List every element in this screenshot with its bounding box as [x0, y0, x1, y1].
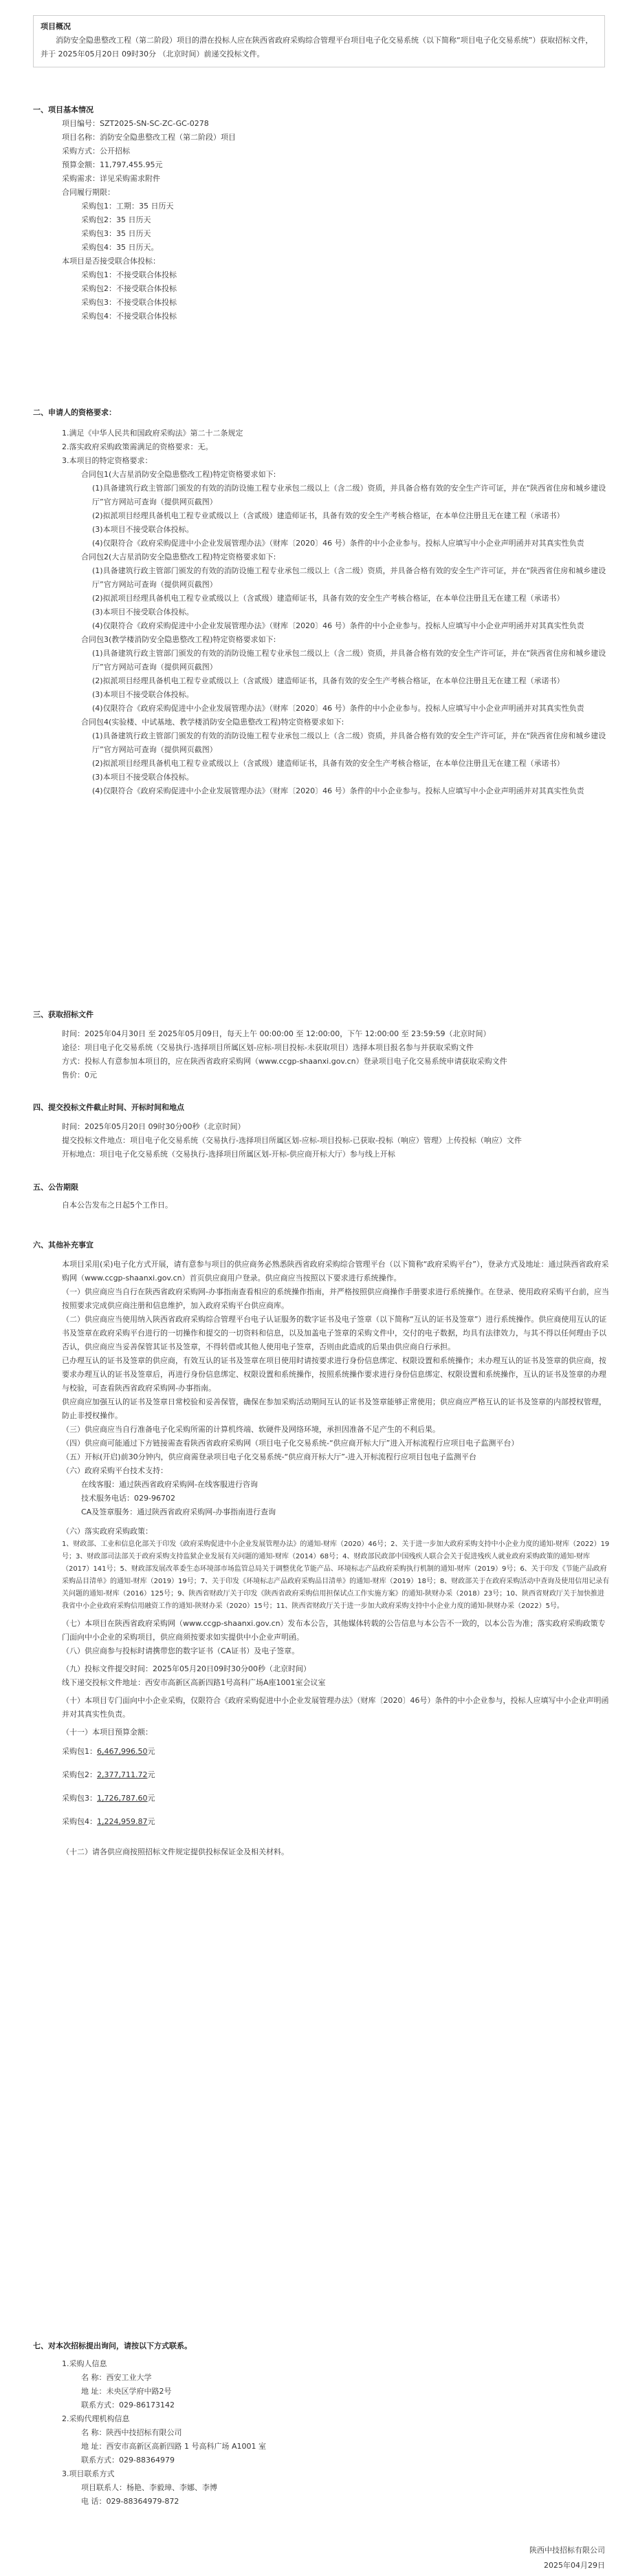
other-paragraph: （六）政府采购平台技术支持：	[62, 1466, 168, 1475]
other-paragraph: （四）供应商可能通过下方链接需查看陕西省政府采购网（项目电子化交易系统-“供应商开标大厅”进入开标流程行应项目电子监测平台）	[62, 1439, 519, 1448]
section-heading: 一、项目基本情况	[33, 105, 94, 114]
section-heading: 七、对本次招标提出询问，请按以下方式联系。	[33, 2341, 192, 2350]
other-paragraph: （十）本项目专门面向中小企业采购，仅限符合《政府采购促进中小企业发展管理办法》（财库〔2020〕46号）条件的中小企业参与，投标人应填写中小企业声明函并对其真实性负责。	[62, 1696, 609, 1719]
doc-line: 时间：2025年04月30日 至 2025年05月09日，每天上午 00:00:00 至 12:00:00，下午 12:00:00 至 23:59:59（北京时间）	[62, 1029, 491, 1038]
section-period	[33, 1181, 610, 1212]
deadline-line: 提交投标文件地点：项目电子化交易系统（交易执行-选择项目所属区划-应标-项目投标-已获取-投标（响应）管理）上传投标（响应）文件	[62, 1136, 522, 1145]
buyer-title: 1.采购人信息	[62, 2359, 107, 2368]
other-paragraph: 本项目采用(采)电子化方式开展，请有意参与项目的供应商务必熟悉陕西省政府采购综合管理平台（以下简称“政府采购平台”），登录方式及地址：通过陕西省政府采购网（www.ccgp-shaanxi.gov.cn）首页供应商用户登录。供应商应当按照以下要求进行系统操作。	[62, 1260, 609, 1282]
agent-line: 联系方式：029-88364979	[81, 2456, 175, 2465]
agent-line: 地 址：西安市高新区高新四路 1 号高科广场 A1001 室	[81, 2442, 266, 2451]
budget-row	[33, 1815, 610, 1829]
policy-paragraph: 1、财政部、工业和信息化部关于印发《政府采购促进中小企业发展管理办法》的通知-财库（2020）46号；2、关于进一步加大政府采购支持中小企业力度的通知-财库（2022）19号；3、财政部司法部关于政府采购支持监狱企业发展有关问题的通知-财库（2014）68号；4、财政部民政部中国残疾人联合会关于促进残疾人就业政府采购政策的通知-财库（2017）141号；5、财政部发展改革委生态环境部市场监管总局关于调整优化节能产品、环境标志产品政府采购执行机制的通知-财库（2019）9号；6、关于印发《节能产品政府采购品目清单》的通知-财库（2019）19号；7、关于印发《环境标志产品政府采购品目清单》的通知-财库（2019）18号；8、财政部关于在政府采购活动中查询及使用信用记录有关问题的通知-财库（2016）125号；9、陕西省财政厅关于印发《陕西省政府采购信用担保试点工作实施方案》的通知-陕财办采（2018）23号；10、陕西省财政厅关于加快推进我省中小企业政府采购信用融资工作的通知-陕财办采（2020）15号；11、陕西省财政厅关于进一步加大政府采购支持中小企业力度的通知-陕财办采（2022）5号。	[62, 1541, 610, 1610]
contact-title: 3.项目联系方式	[62, 2469, 115, 2478]
period-line: 自本公告发布之日起5个工作日。	[62, 1201, 173, 1210]
section-heading: 二、申请人的资格要求：	[33, 408, 116, 417]
combo-line: 采购包3：不接受联合体投标	[81, 298, 177, 307]
combo-line: 采购包2：不接受联合体投标	[81, 284, 177, 293]
other-paragraph: （六）落实政府采购政策：	[62, 1527, 153, 1536]
pack-requirement: (1)具备建筑行政主管部门颁发的有效的消防设施工程专业承包二级以上（含二级）资质，并具备合格有效的安全生产许可证，并在“陕西省住房和城乡建设厅”官方网站可查询（提供网页截图）	[92, 484, 606, 506]
budget-row	[33, 1745, 610, 1759]
budget-unit: 元	[147, 1770, 155, 1779]
budget-label: 采购包2：	[62, 1770, 97, 1779]
budget-list	[33, 1745, 610, 1829]
info-line: 预算金额：11,797,455.95元	[62, 160, 163, 169]
info-line: 采购需求：详见采购需求附件	[62, 174, 160, 183]
other-paragraph: 已办理互认的证书及签章的供应商，有效互认的证书及签章在项目使用时请按要求进行身份信息绑定、权限设置和系统操作；未办理互认的证书及签章的供应商，按要求办理互认的证书及签章后，再进行身份信息绑定、权限设置和系统操作，按照系统操作要求进行身份信息绑定、权限设置和系统操作，互认的证书及签章的办理与校验，可查看陕西省政府采购网-办事指南。	[62, 1356, 606, 1393]
pack-requirement: (1)具备建筑行政主管部门颁发的有效的消防设施工程专业承包二级以上（含二级）资质，并具备合格有效的安全生产许可证，并在“陕西省住房和城乡建设厅”官方网站可查询（提供网页截图）	[92, 566, 606, 589]
section-contacts	[33, 2339, 610, 2509]
overview-body: 消防安全隐患整改工程（第二阶段）项目的潜在投标人应在陕西省政府采购综合管理平台项目电子化交易系统（以下简称“项目电子化交易系统”）获取招标文件，并于 2025年05月20日 09时30分 （北京时间）前递交投标文件。	[41, 36, 593, 58]
other-paragraph: （五）开标(开启)前30分钟内，供应商需登录项目电子化交易系统-“供应商开标大厅”-进入开标流程行应项目包电子监测平台	[62, 1452, 476, 1461]
info-line: 合同履行期限：	[62, 188, 115, 197]
budget-row	[33, 1768, 610, 1782]
pack-list	[33, 468, 610, 798]
section-heading: 三、获取招标文件	[33, 1010, 94, 1019]
other-paragraph: （三）供应商应当自行准备电子化采购所需的计算机终端、软硬件及网络环境，承担因准备不足产生的不利后果。	[62, 1425, 440, 1434]
section-get-docs	[33, 1008, 610, 1082]
signature-org: 陕西中技招标有限公司	[529, 2546, 605, 2555]
other-paragraph: （十一）本项目预算金额：	[62, 1728, 153, 1737]
other-paragraph: （八）供应商参与投标时请携带您的数字证书（CA证书）及电子签章。	[62, 1646, 300, 1655]
other-paragraph: （一）供应商应当自行在陕西省政府采购网-办事指南查看相应的系统操作指南，并严格按照供应商操作手册要求进行系统操作。在登录、使用政府采购平台前，应当按照要求完成供应商注册和信息维护，加入政府采购平台供应商库。	[62, 1287, 609, 1310]
info-line: 项目名称：消防安全隐患整改工程（第二阶段）项目	[62, 133, 236, 142]
pack-requirement: (2)拟派项目经理具备机电工程专业贰级以上（含贰级）建造师证书，具备有效的安全生产考核合格证，在本单位注册且无在建工程（承诺书）	[92, 759, 564, 768]
pack-requirement: (2)拟派项目经理具备机电工程专业贰级以上（含贰级）建造师证书，具备有效的安全生产考核合格证，在本单位注册且无在建工程（承诺书）	[92, 511, 564, 520]
pack-title: 合同包2(大吉星消防安全隐患整改工程)特定资格要求如下:	[81, 552, 276, 561]
budget-row	[33, 1792, 610, 1805]
pack-requirement: (3)本项目不接受联合体投标。	[92, 608, 194, 616]
budget-value: 2,377,711.72	[97, 1770, 148, 1779]
other-paragraph: 线下递交投标文件地址：西安市高新区高新四路1号高科广场A座1001室会议室	[62, 1678, 326, 1687]
budget-unit: 元	[147, 1747, 155, 1756]
budget-label: 采购包3：	[62, 1794, 97, 1803]
agent-line: 名 称：陕西中技招标有限公司	[81, 2428, 182, 2437]
other-paragraph: （九）投标文件提交时间：2025年05月20日09时30分00秒（北京时间）	[62, 1664, 311, 1673]
pack-title: 合同包1(大吉星消防安全隐患整改工程)特定资格要求如下:	[81, 470, 276, 479]
pack-requirement: (3)本项目不接受联合体投标。	[92, 773, 194, 782]
section-qualifications	[33, 406, 610, 798]
contact-line: 项目联系人：杨艳、李毅璋、李娜、李博	[81, 2483, 217, 2492]
section-heading: 六、其他补充事宜	[33, 1241, 94, 1249]
pack-requirement: (4)仅限符合《政府采购促进中小企业发展管理办法》（财库〔2020〕46 号）条件的中小企业参与。投标人应填写中小企业声明函并对其真实性负责	[92, 621, 584, 630]
buyer-line: 联系方式：029-86173142	[81, 2401, 175, 2409]
signature	[399, 2543, 605, 2573]
budget-value: 1,726,787.60	[97, 1794, 148, 1803]
doc-line: 方式：投标人有意参加本项目的，应在陕西省政府采购网（www.ccgp-shaanxi.gov.cn）登录项目电子化交易系统申请获取采购文件	[62, 1057, 507, 1066]
support-line: 技术服务电话：029-96702	[81, 1494, 175, 1503]
budget-unit: 元	[147, 1817, 155, 1826]
agent-title: 2.采购代理机构信息	[62, 2414, 130, 2423]
qual-line: 2.落实政府采购政策需满足的资格要求：无。	[62, 442, 213, 451]
info-line: 项目编号：SZT2025-SN-SC-ZC-GC-0278	[62, 119, 209, 128]
support-line: 在线客服：通过陕西省政府采购网-在线客服进行咨询	[81, 1480, 258, 1489]
other-paragraph: （十二）请各供应商按照招标文件规定提供投标保证金及相关材料。	[62, 1847, 289, 1856]
qual-line: 1.满足《中华人民共和国政府采购法》第二十二条规定	[62, 429, 243, 438]
buyer-line: 名 称：西安工业大学	[81, 2373, 152, 2382]
budget-label: 采购包1：	[62, 1747, 97, 1756]
combo-line: 采购包1：不接受联合体投标	[81, 270, 177, 279]
budget-value: 6,467,996.50	[97, 1747, 148, 1756]
other-paragraph: （七）本项目在陕西省政府采购网（www.ccgp-shaanxi.gov.cn）发布本公告，其他媒体转载的公告信息与本公告不一致的，以本公告为准；落实政府采购政策专门面向中小企业的采购项目，供应商须按要求如实提供中小企业声明函。	[62, 1619, 606, 1642]
section-other	[33, 1238, 610, 1859]
pack-title: 合同包4(实验楼、中试基地、教学楼消防安全隐患整改工程)特定资格要求如下:	[81, 718, 344, 727]
term-line: 采购包1：工期：35 日历天	[81, 202, 174, 211]
pack-requirement: (4)仅限符合《政府采购促进中小企业发展管理办法》（财库〔2020〕46 号）条件的中小企业参与。投标人应填写中小企业声明函并对其真实性负责	[92, 786, 584, 795]
signature-date: 2025年04月29日	[544, 2561, 605, 2570]
term-line: 采购包2：35 日历天	[81, 215, 151, 224]
overview-title: 项目概况	[41, 22, 71, 31]
other-paragraph: 供应商应加强互认的证书及签章日常校验和妥善保管，确保在参加采购活动期间互认的证书及签章能够正常使用；供应商应严格互认的证书及签章的内部授权管理，防止非授权操作。	[62, 1397, 606, 1420]
buyer-line: 地 址：未央区学府中路2号	[81, 2387, 172, 2396]
pack-requirement: (3)本项目不接受联合体投标。	[92, 525, 194, 534]
budget-unit: 元	[147, 1794, 155, 1803]
section-heading: 五、公告期限	[33, 1183, 78, 1192]
deadline-line: 时间：2025年05月20日 09时30分00秒（北京时间）	[62, 1122, 245, 1131]
doc-line: 售价：0元	[62, 1071, 97, 1080]
combo-line: 采购包4：不接受联合体投标	[81, 312, 177, 321]
pack-requirement: (1)具备建筑行政主管部门颁发的有效的消防设施工程专业承包二级以上（含二级）资质，并具备合格有效的安全生产许可证，并在“陕西省住房和城乡建设厅”官方网站可查询（提供网页截图）	[92, 649, 606, 672]
other-paragraph: （二）供应商应当使用纳入陕西省政府采购综合管理平台电子认证服务的数字证书及电子签章（以下简称“互认的证书及签章”）进行系统操作。供应商使用互认的证书及签章在政府采购平台进行的一切操作和提交的一切资料和信息，以及加盖电子签章的采购文件中，交付的电子数据，均具有法律效力，与其不得以任何理由予以否认，供应商应当妥善保管其证书及签章，不得转借或其他人使用电子签章，否则由此造成的后果由供应商自行承担。	[62, 1315, 607, 1351]
section-heading: 四、提交投标文件截止时间、开标时间和地点	[33, 1103, 184, 1112]
support-line: CA及签章服务：通过陕西省政府采购网-办事指南进行查询	[81, 1507, 276, 1516]
section-basic-info	[33, 103, 610, 323]
pack-requirement: (3)本项目不接受联合体投标。	[92, 690, 194, 699]
overview-box	[33, 15, 605, 67]
pack-requirement: (1)具备建筑行政主管部门颁发的有效的消防设施工程专业承包二级以上（含二级）资质，并具备合格有效的安全生产许可证，并在“陕西省住房和城乡建设厅”官方网站可查询（提供网页截图）	[92, 731, 606, 754]
term-line: 采购包3：35 日历天	[81, 229, 151, 238]
info-line: 采购方式：公开招标	[62, 147, 130, 155]
pack-requirement: (2)拟派项目经理具备机电工程专业贰级以上（含贰级）建造师证书，具备有效的安全生产考核合格证，在本单位注册且无在建工程（承诺书）	[92, 594, 564, 603]
doc-line: 途径：项目电子化交易系统（交易执行-选择项目所属区划-应标-项目投标-未获取项目）选择本项目报名参与并获取采购文件	[62, 1043, 474, 1052]
deadline-line: 开标地点：项目电子化交易系统（交易执行-选择项目所属区划-开标-供应商开标大厅）参与线上开标	[62, 1150, 395, 1159]
section-deadline	[33, 1101, 610, 1161]
term-line: 采购包4：35 日历天。	[81, 243, 159, 252]
pack-requirement: (2)拟派项目经理具备机电工程专业贰级以上（含贰级）建造师证书，具备有效的安全生产考核合格证，在本单位注册且无在建工程（承诺书）	[92, 676, 564, 685]
pack-requirement: (4)仅限符合《政府采购促进中小企业发展管理办法》（财库〔2020〕46 号）条件的中小企业参与。投标人应填写中小企业声明函并对其真实性负责	[92, 539, 584, 548]
pack-title: 合同包3(教学楼消防安全隐患整改工程)特定资格要求如下:	[81, 635, 276, 644]
budget-value: 1,224,959.87	[97, 1817, 148, 1826]
pack-requirement: (4)仅限符合《政府采购促进中小企业发展管理办法》（财库〔2020〕46 号）条件的中小企业参与。投标人应填写中小企业声明函并对其真实性负责	[92, 704, 584, 713]
qual-line: 3.本项目的特定资格要求：	[62, 456, 153, 465]
combo-title: 本项目是否接受联合体投标：	[62, 257, 160, 266]
contact-line: 电 话：029-88364979-872	[81, 2497, 179, 2506]
budget-label: 采购包4：	[62, 1817, 97, 1826]
